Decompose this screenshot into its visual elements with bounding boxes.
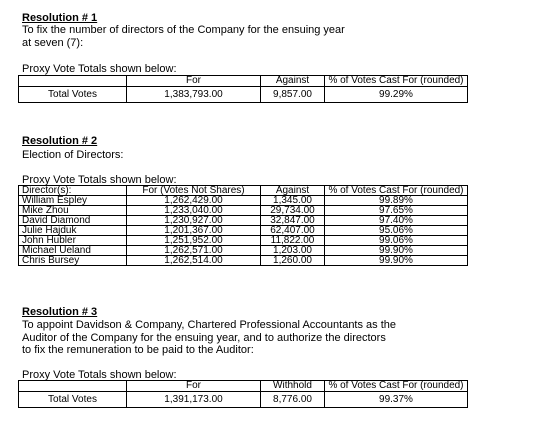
- for-cell: 1,391,173.00: [127, 392, 261, 408]
- percent-cell: 97.65%: [325, 206, 468, 216]
- percent-cell: 95.06%: [325, 226, 468, 236]
- resolution-2-totals-label: Proxy Vote Totals shown below:: [22, 174, 177, 186]
- percent-cell: 99.89%: [325, 196, 468, 206]
- table-header-row: [19, 381, 468, 392]
- row-label-cell: Total Votes: [19, 392, 127, 408]
- resolution-1-text-line-2: at seven (7):: [22, 36, 84, 49]
- resolution-1-totals-label: Proxy Vote Totals shown below:: [22, 63, 177, 75]
- against-cell: 9,857.00: [261, 87, 325, 103]
- table-row: [19, 216, 468, 226]
- header-cell: Director(s):: [19, 186, 127, 196]
- table-row: [19, 87, 468, 103]
- for-cell: 1,262,429.00: [127, 196, 261, 206]
- director-cell: Chris Bursey: [19, 256, 127, 266]
- resolution-2-vote-table: [18, 185, 468, 266]
- header-cell: For: [127, 381, 261, 392]
- director-cell: William Espley: [19, 196, 127, 206]
- for-cell: 1,251,952.00: [127, 236, 261, 246]
- percent-cell: 99.06%: [325, 236, 468, 246]
- for-cell: 1,233,040.00: [127, 206, 261, 216]
- table-row: [19, 226, 468, 236]
- header-cell: Against: [261, 76, 325, 87]
- resolution-1-vote-table: [18, 75, 468, 103]
- table-row: [19, 206, 468, 216]
- resolution-3-heading: Resolution # 3: [22, 306, 98, 318]
- resolution-3-text: [22, 319, 396, 357]
- row-label-cell: Total Votes: [19, 87, 127, 103]
- header-cell: Against: [261, 186, 325, 196]
- resolution-1-text: [22, 24, 345, 49]
- header-cell: For (Votes Not Shares): [127, 186, 261, 196]
- against-cell: 1,203.00: [261, 246, 325, 256]
- table-header-row: [19, 186, 468, 196]
- resolution-3-text-line-2: Auditor of the Company for the ensuing year, and to authorize the directors: [22, 331, 386, 344]
- director-cell: Michael Ueland: [19, 246, 127, 256]
- resolution-2-text: Election of Directors:: [22, 149, 124, 161]
- resolution-3-text-line-3: to fix the remuneration to be paid to the Auditor:: [22, 344, 254, 356]
- table-row: [19, 256, 468, 266]
- against-cell: 11,822.00: [261, 236, 325, 246]
- director-cell: David Diamond: [19, 216, 127, 226]
- against-cell: 32,847.00: [261, 216, 325, 226]
- header-cell: [19, 76, 127, 87]
- against-cell: 1,345.00: [261, 196, 325, 206]
- resolution-3-vote-table: [18, 380, 468, 408]
- header-cell: [19, 381, 127, 392]
- director-cell: Mike Zhou: [19, 206, 127, 216]
- withhold-cell: 8,776.00: [261, 392, 325, 408]
- header-cell: % of Votes Cast For (rounded): [325, 186, 468, 196]
- percent-cell: 99.90%: [325, 246, 468, 256]
- table-row: [19, 196, 468, 206]
- director-cell: John Hubler: [19, 236, 127, 246]
- header-cell: % of Votes Cast For (rounded): [325, 76, 468, 87]
- against-cell: 62,407.00: [261, 226, 325, 236]
- header-cell: For: [127, 76, 261, 87]
- against-cell: 29,734.00: [261, 206, 325, 216]
- resolution-3-totals-label: Proxy Vote Totals shown below:: [22, 369, 177, 381]
- resolution-1-heading: Resolution # 1: [22, 12, 98, 24]
- percent-cell: 99.29%: [325, 87, 468, 103]
- table-row: [19, 392, 468, 408]
- table-row: [19, 246, 468, 256]
- resolution-2-heading: Resolution # 2: [22, 135, 98, 147]
- for-cell: 1,230,927.00: [127, 216, 261, 226]
- header-cell: % of Votes Cast For (rounded): [325, 381, 468, 392]
- for-cell: 1,262,571.00: [127, 246, 261, 256]
- percent-cell: 99.37%: [325, 392, 468, 408]
- for-cell: 1,262,514.00: [127, 256, 261, 266]
- percent-cell: 99.90%: [325, 256, 468, 266]
- for-cell: 1,383,793.00: [127, 87, 261, 103]
- resolution-3-text-line-1: To appoint Davidson & Company, Chartered Professional Accountants as the: [22, 319, 397, 331]
- for-cell: 1,201,367.00: [127, 226, 261, 236]
- resolution-1-text-line-1: To fix the number of directors of the Company for the ensuing year: [22, 24, 345, 36]
- percent-cell: 97.40%: [325, 216, 468, 226]
- director-cell: Julie Hajduk: [19, 226, 127, 236]
- table-header-row: [19, 76, 468, 87]
- against-cell: 1,260.00: [261, 256, 325, 266]
- header-cell: Withhold: [261, 381, 325, 392]
- table-row: [19, 236, 468, 246]
